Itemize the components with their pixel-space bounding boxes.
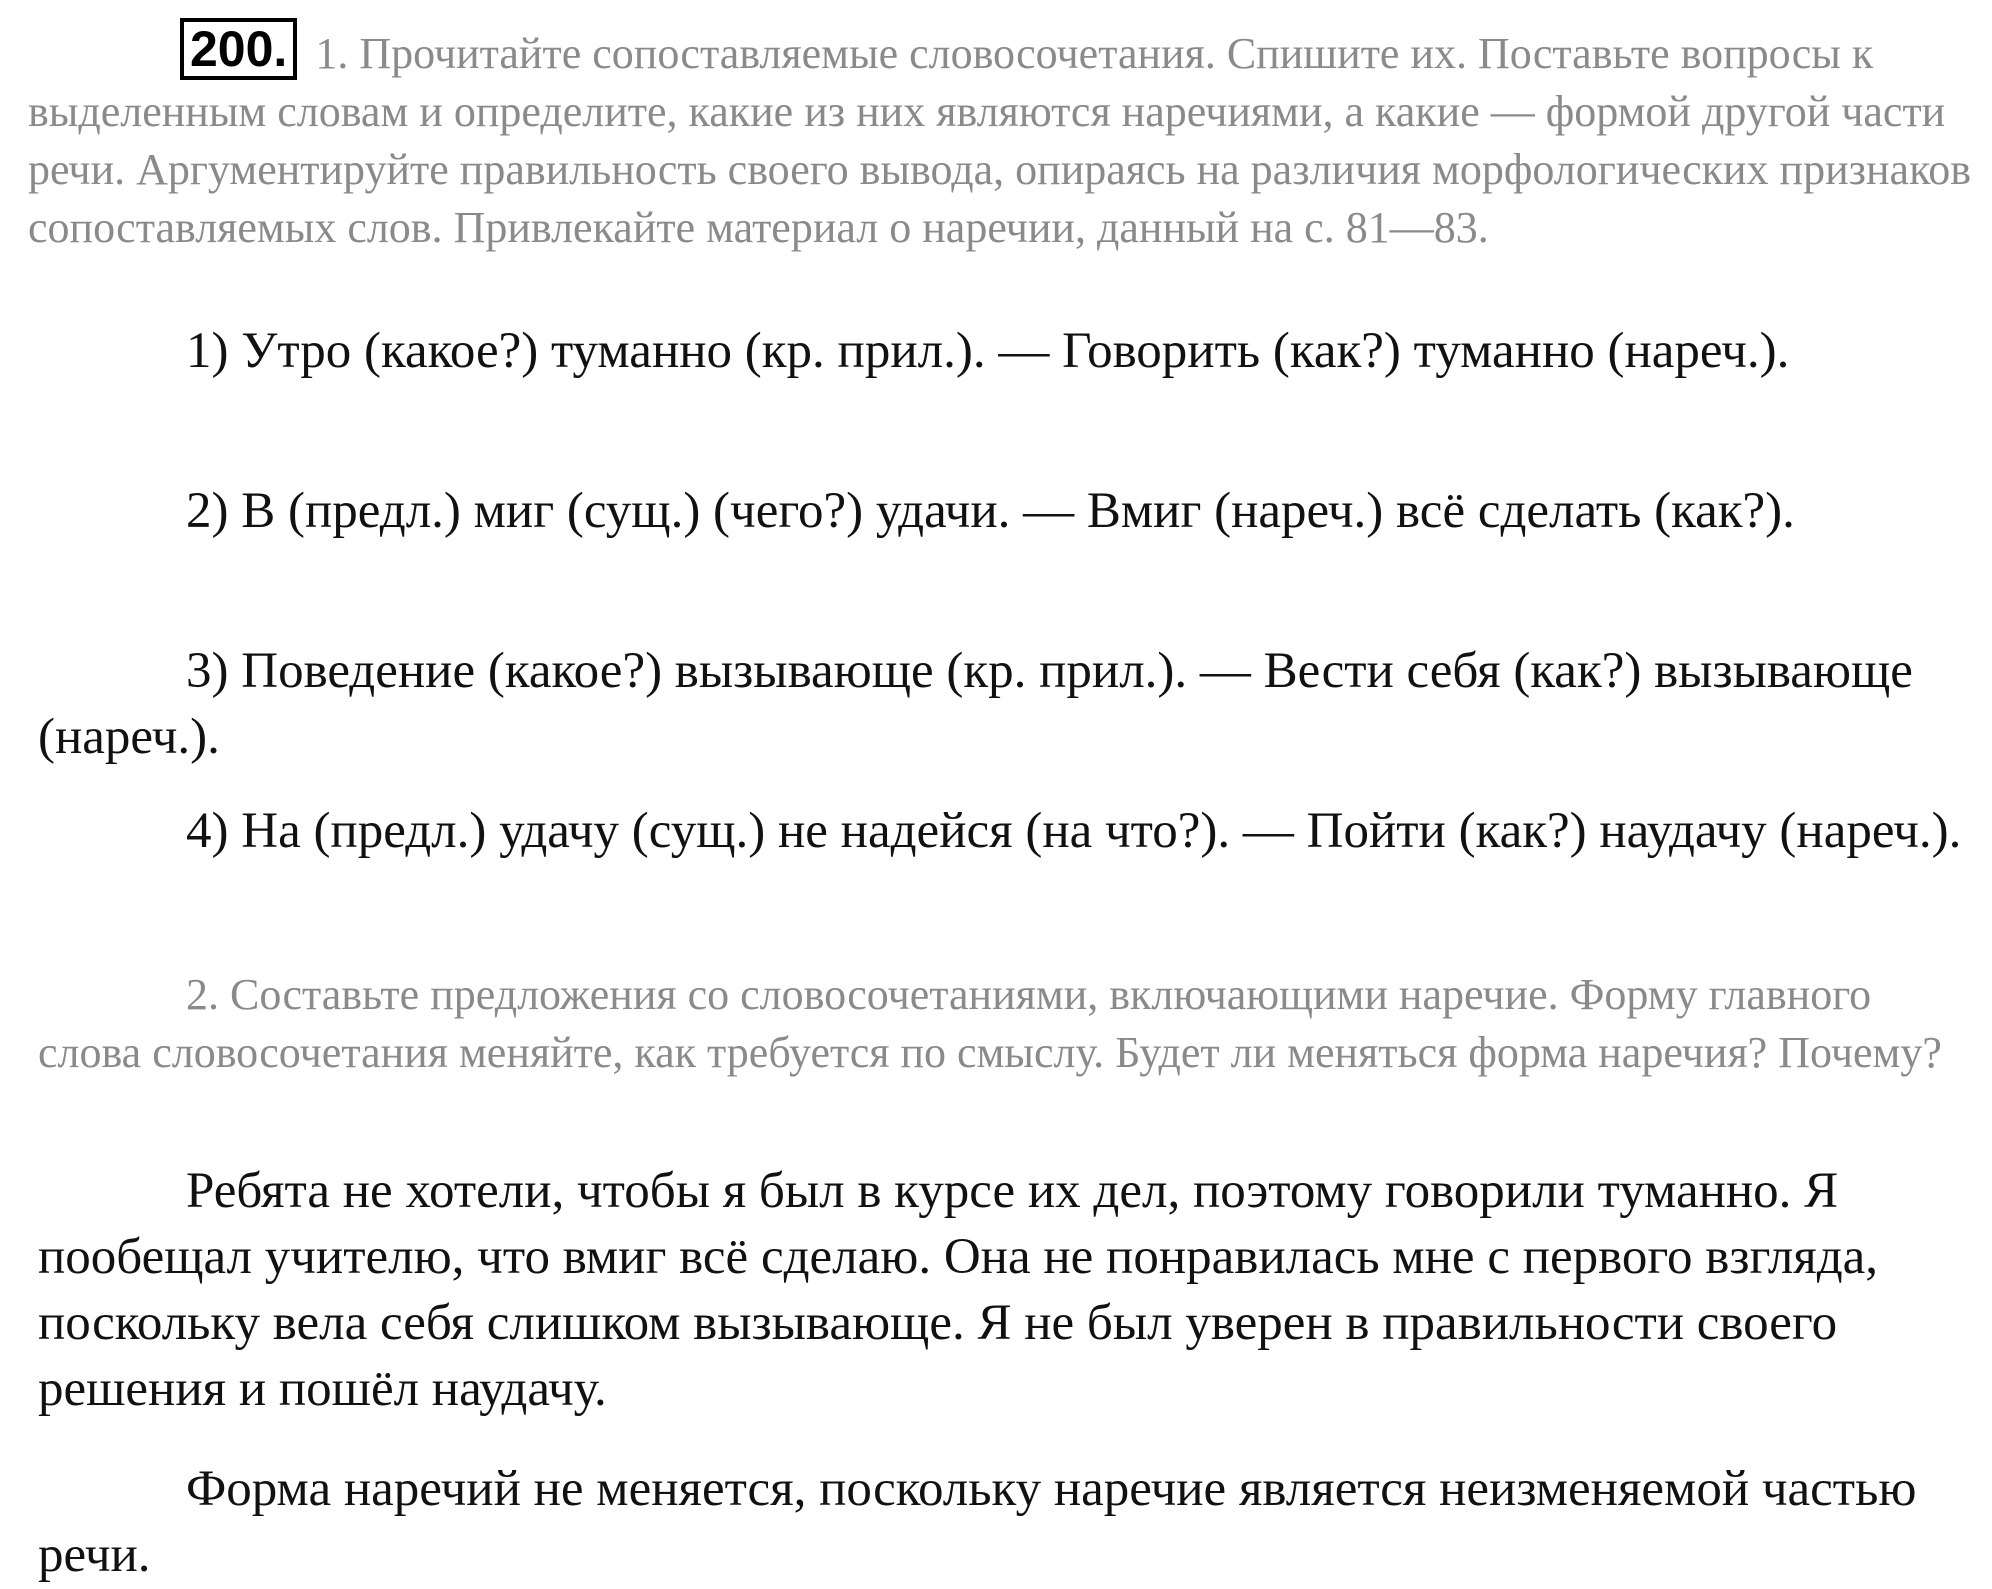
answer-item-1: 1) Утро (какое?) туманно (кр. прил.). — Говорить (как?) туманно (нареч.). [186,323,1790,379]
task-2-instruction: 2. Составьте предложения со словосочетаниями, включающими наречие. Форму главного слова словосочетания меняйте, как требуется по смыслу. Будет ли меняться форма наречия? Почему? [38,970,1942,1077]
exercise-number-badge: 200. [180,18,297,80]
task-1-text: 1. Прочитайте сопоставляемые словосочетания. Спишите их. Поставьте вопросы к выделенным словам и определите, какие из них являются наречиями, а какие — формой другой части речи. Аргументируйте правильность своего вывода, опираясь на различия морфологических признаков сопоставляемых слов. Привлекайте материал о наречии, данный на с. 81—83. [28,29,1972,252]
answer-paragraph-sentences: Ребята не хотели, чтобы я был в курсе их дел, поэтому говорили туманно. Я пообещал учителю, что вмиг всё сделаю. Она не понравилась мне с первого взгляда, поскольку вела себя слишком вызывающе. Я не был уверен в правильности своего решения и пошёл наудачу. [38,1163,1879,1417]
answer-item-4: 4) На (предл.) удачу (сущ.) не надейся (на что?). — Пойти (как?) наудачу (нареч.). [186,803,1962,859]
answer-item-2: 2) В (предл.) миг (сущ.) (чего?) удачи. — Вмиг (нареч.) всё сделать (как?). [186,483,1795,539]
answer-paragraph-conclusion: Форма наречий не меняется, поскольку наречие является неизменяемой частью речи. [38,1461,1917,1583]
answer-item-3: 3) Поведение (какое?) вызывающе (кр. прил.). — Вести себя (как?) вызывающе (нареч.). [38,643,1913,765]
task-1-instruction [28,18,1978,257]
